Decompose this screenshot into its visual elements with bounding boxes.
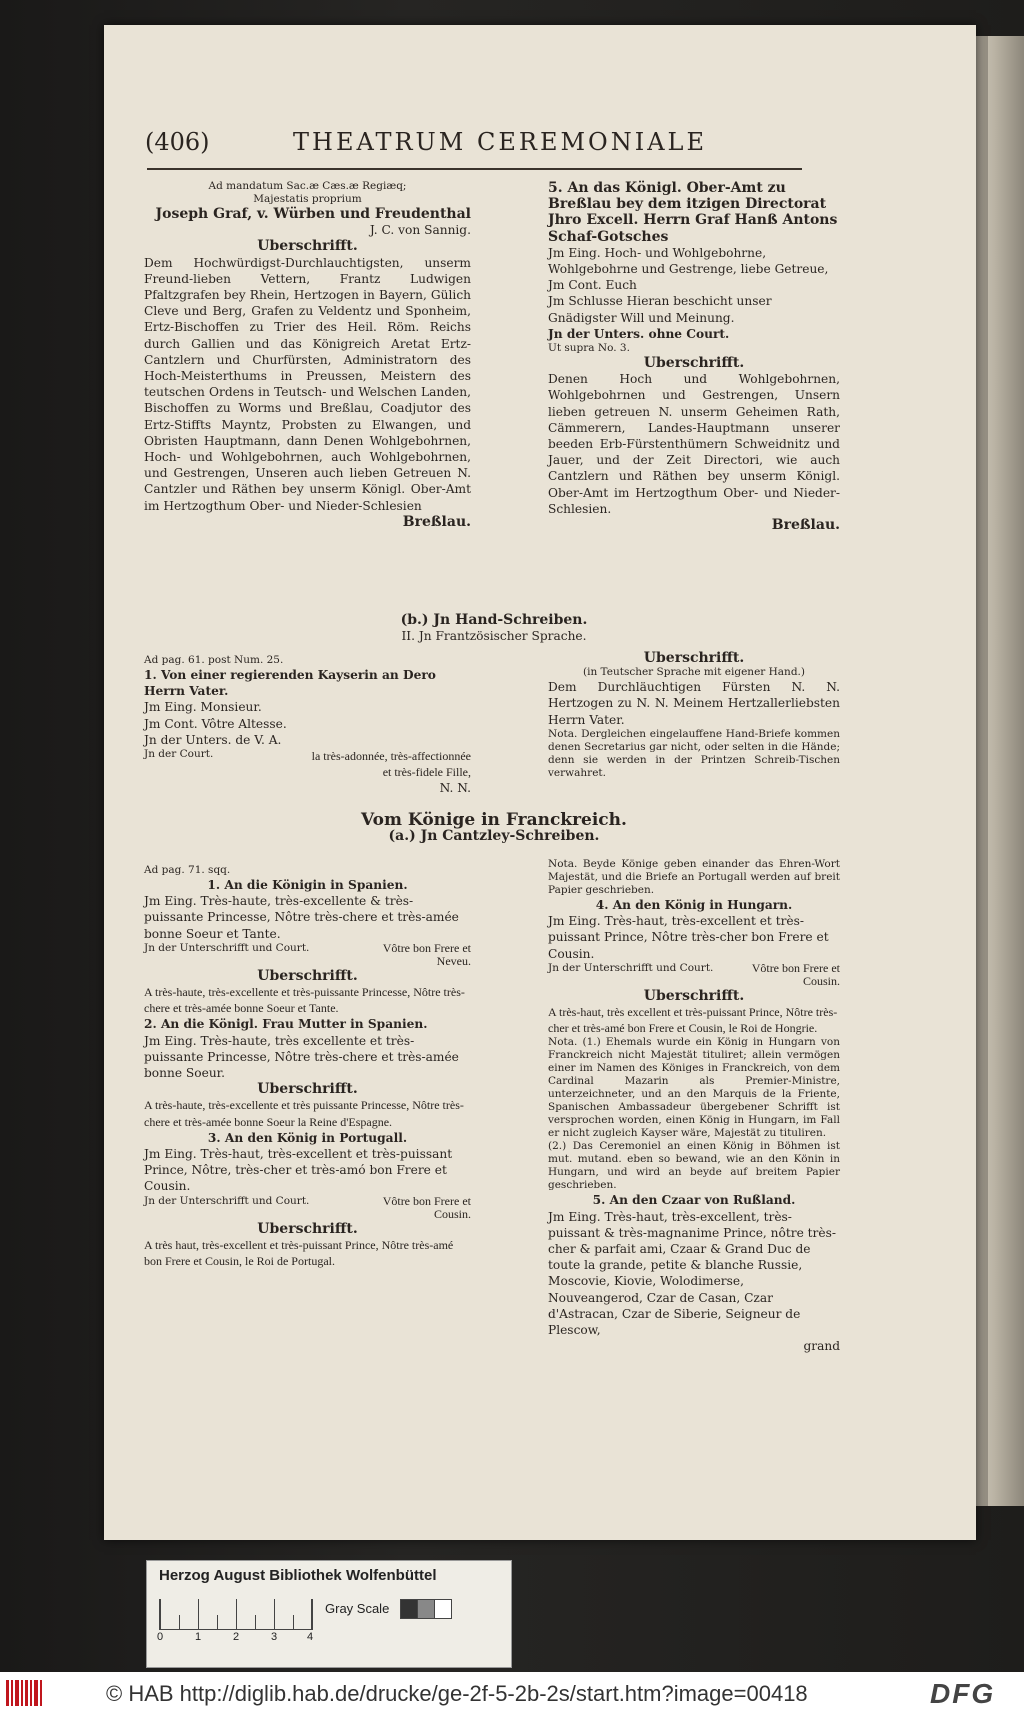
right-column-mid	[548, 650, 840, 780]
place-breslau: Breßlau.	[402, 513, 471, 530]
cont-line: Jm Cont. Euch	[548, 278, 637, 293]
gray-swatch-light	[434, 1599, 452, 1619]
unters-label-1: Jn der Unterschrifft und Court.	[144, 941, 310, 954]
heading-uberschrifft: Uberschrifft.	[257, 238, 358, 255]
page-header	[145, 128, 805, 168]
scale-number-4: 4	[307, 1631, 314, 1643]
nota-majestat: Nota. Beyde Könige geben einander das Ehren-Wort Majestät, und die Briefe an Portugall werden auf breit Papier geschrieben.	[548, 858, 840, 896]
item-2-mutter: 2. An die Königl. Frau Mutter in Spanien.	[144, 1017, 428, 1032]
right-column-top	[548, 180, 840, 533]
court-label: Jn der Court.	[144, 748, 214, 761]
left-column-top	[144, 180, 471, 530]
eing-line: Jm Eing. Hoch- und Wohlgebohrne, Wohlgebohrne und Gestrenge, liebe Getreue,	[548, 245, 829, 277]
ut-supra: Ut supra No. 3.	[548, 342, 630, 355]
unters-line: Jn der Unters. ohne Court.	[548, 326, 730, 341]
unters-va: Jn der Unters. de V. A.	[144, 732, 282, 747]
address-hongrie: A très-haut, très excellent et très-puissant Prince, Nôtre très-cher et très-amé bon Frere et Cousin, le Roi de Hongrie.	[548, 1005, 838, 1036]
right-column-low	[548, 858, 840, 1354]
schluss-line: Jm Schlusse Hieran beschicht unser Gnädigster Will und Meinung.	[548, 294, 772, 325]
gray-swatch-dark	[400, 1599, 418, 1619]
item-3-portugall: 3. An den König in Portugall.	[207, 1130, 408, 1145]
permalink[interactable]: © HAB http://diglib.hab.de/drucke/ge-2f-5-2b-2s/start.htm?image=00418	[106, 1681, 808, 1706]
unters-label-3: Jn der Unterschrifft und Court.	[144, 1194, 310, 1207]
eing-portugall: Jm Eing. Très-haut, très-excellent et très-puissant Prince, Nôtre, très-cher et très-amó bon Frere et Cousin.	[144, 1147, 453, 1194]
heading-uberschrifft-4: Uberschrifft.	[257, 967, 358, 984]
heading-uberschrifft-5: Uberschrifft.	[257, 1081, 358, 1098]
item-1-spanien: 1. An die Königin in Spanien.	[207, 878, 408, 892]
france-sub: (a.) Jn Cantzley-Schreiben.	[388, 828, 600, 845]
cont-altesse: Jm Cont. Vôtre Altesse.	[144, 716, 287, 731]
left-column-low	[144, 864, 471, 1269]
unters-label-4: Jn der Unterschrifft und Court.	[548, 961, 714, 974]
scale-number-2: 2	[233, 1631, 240, 1643]
france-title: Vom Könige in Franckreich.	[361, 810, 627, 830]
item-5-heading: 5. An das Königl. Ober-Amt zu Breßlau bey dem itzigen Directorat Jhro Excell. Herrn Graf Hanß Antons Schaf-Gotsches	[548, 180, 838, 245]
eing-mutter: Jm Eing. Très-haute, très excellente et très-puissante Princesse, Nôtre très-chere et très-amée bonne Soeur.	[144, 1033, 459, 1081]
section-hand-schreiben	[144, 612, 844, 644]
ad-pag-61: Ad pag. 61. post Num. 25.	[144, 654, 284, 666]
section-b-sub: II. Jn Frantzösischer Sprache.	[401, 629, 587, 644]
unters-text-3: Vôtre bon Frere et Cousin.	[382, 1193, 471, 1221]
eing-czaar: Jm Eing. Très-haut, très-excellent, très-puissant & très-magnanime Prince, nôtre très-cher & parfait ami, Czaar & Grand Duc de toute la grande, petite & blanche Russie, Moscovie, Kiovie, Wolodimerse, Nouveangerod, Czar de Casan, Czar d'Astracan, Czar de Siberie, Seigneur de Plescow,	[548, 1209, 836, 1338]
teutsch-note: (in Teutscher Sprache mit eigener Hand.)	[583, 666, 805, 679]
item-4-hungarn: 4. An den König in Hungarn.	[595, 898, 793, 912]
address-spanien: A très-haute, très-excellente et très-puissante Princesse, Nôtre très-chere et très-amée bonne Soeur et Tante.	[144, 985, 465, 1016]
address-vater: Dem Durchläuchtigen Fürsten N. N. Hertzogen zu N. N. Meinem Hertzallerliebsten Herrn Vater.	[548, 680, 840, 727]
heading-uberschrifft-2: Uberschrifft.	[643, 355, 745, 372]
scale-number-3: 3	[271, 1631, 278, 1643]
nota-hungarn: Nota. (1.) Ehemals wurde ein König in Hungarn von Franckreich nicht Majestät tituliret; allein vermögen einer im Namen des Königes in Franckreich, von dem Cardinal Mazarin als Premier-Ministre, unterzeichneter, und an den Marquis de la Friente, Spanischen Ambassadeur übergebener Schrifft ist versprochen worden, einen König in Hungarn, im Fall er nicht zugleich Kayser wäre, Majestät zu tituliren.	[548, 1036, 840, 1140]
item-5-czaar: 5. An den Czaar von Rußland.	[592, 1193, 796, 1208]
scale-ruler	[159, 1599, 313, 1630]
signatory: Joseph Graf, v. Würben und Freudenthal	[155, 206, 471, 222]
page-number: (406)	[145, 128, 210, 156]
ad-pag-71: Ad pag. 71. sqq.	[144, 864, 231, 876]
gray-scale-label: Gray Scale	[325, 1601, 390, 1616]
mandate-line-2: Majestatis proprium	[253, 193, 362, 205]
header-rule	[147, 168, 802, 170]
scale-number-0: 0	[157, 1631, 164, 1643]
heading-uberschrifft-7: Uberschrifft.	[643, 987, 745, 1004]
unters-text-1: Vôtre bon Frere et Neveu.	[382, 940, 471, 968]
countersign: J. C. von Sannig.	[369, 223, 471, 238]
dfg-logo: DFG	[930, 1678, 996, 1709]
gray-swatch-mid	[417, 1599, 435, 1619]
eing-hungarn: Jm Eing. Très-haut, très-excellent et très-puissant Prince, Nôtre très-cher bon Frere et Cousin.	[548, 914, 829, 961]
eing-monsieur: Jm Eing. Monsieur.	[144, 700, 262, 715]
heading-uberschrifft-6: Uberschrifft.	[257, 1220, 358, 1237]
library-name: Herzog August Bibliothek Wolfenbüttel	[159, 1567, 437, 1584]
nota-bohmen: (2.) Das Ceremoniel an einen König in Böhmen ist mut. mutand. eben so bewand, wie an den Könin in Hungarn, und wird an beyde auf breitem Papier geschrieben.	[548, 1140, 840, 1192]
binding-shadow	[976, 36, 988, 1506]
item-1-kayserin: 1. Von einer regierenden Kayserin an Dero Herrn Vater.	[144, 668, 436, 699]
section-france	[144, 812, 844, 844]
place-breslau-2: Breßlau.	[771, 517, 840, 534]
running-head: THEATRUM CEREMONIALE	[293, 128, 707, 156]
address-paragraph: Dem Hochwürdigst-Durchlauchtigsten, unserm Freund-lieben Vettern, Frantz Ludwigen Pfaltzgrafen bey Rhein, Hertzogen in Bayern, Gülich Cleve und Berg, Grafen zu Veldentz und Sponheim, Ertz-Bischoffen zu Trier des Heil. Röm. Reichs durch Gallien und das Königreich Aretat Ertz-Cantzlern und Churfürsten, Administratorn des Hoch-Meisterthums in Preussen, Meistern des teutschen Ordens in Teutsch- und Welschen Landen, Bischoffen zu Worms und Breßlau, Coadjutor des Ertz-Stiffts Mayntz, Probsten zu Elwangen, und Obristen Hauptmann, dann Denen Wohlgebohrnen, Hoch- und Wohlgebohrnen, auch Wohlgebohrnen, und Gestrengen, Unseren auch lieben Getreuen N. Cantzler und Räthen bey unserm Königl. Ober-Amt im Hertzogthum Ober- und Nieder-Schlesien	[144, 255, 471, 513]
eing-spanien: Jm Eing. Très-haute, très-excellente & très-puissante Princesse, Nôtre très-chere et très-amée bonne Soeur et Tante.	[144, 894, 459, 941]
mandate-line: Ad mandatum Sac.æ Cæs.æ Regiæq;	[208, 180, 407, 192]
court-text: la très-adonnée, très-affectionnée et très-fidele Fille,	[311, 749, 471, 780]
library-color-plate	[146, 1560, 512, 1668]
nota-hand-briefe: Nota. Dergleichen eingelauffene Hand-Briefe kommen denen Secretarius gar nicht, oder selten in die Hände; denn sie werden in der Printzen Schreib-Tischen verwahret.	[548, 727, 840, 779]
address-portugal: A très haut, très-excellent et très-puissant Prince, Nôtre très-amé bon Frere et Cousin, le Roi de Portugal.	[144, 1237, 454, 1269]
scale-number-1: 1	[195, 1631, 202, 1643]
address-mutter: A très-haute, très-excellente et très puissante Princesse, Nôtre très-chere et très-amée bonne Soeur la Reine d'Espagne.	[144, 1098, 464, 1129]
signature-nn: N. N.	[439, 781, 471, 796]
catchword: grand	[803, 1339, 840, 1354]
unters-text-4: Vôtre bon Frere et Cousin.	[751, 960, 840, 988]
heading-uberschrifft-3: Uberschrifft.	[643, 650, 745, 666]
footer-bar	[0, 1672, 1024, 1715]
hab-barcode-icon	[6, 1680, 42, 1706]
address-paragraph-2: Denen Hoch und Wohlgebohrnen, Wohlgebohrnen und Gestrengen, Unsern lieben getreuen N. unserm Geheimen Rath, Cämmerern, Landes-Hauptmann unserer beeden Erb-Fürstenthümern Schweidnitz und Jauer, und der Zeit Directori, wie auch Cantzlern und Räthen bey unserm Königl. Ober-Amt im Hertzogthum Ober- und Nieder-Schlesien.	[548, 372, 840, 516]
section-b-title: (b.) Jn Hand-Schreiben.	[400, 612, 588, 628]
left-column-mid	[144, 654, 471, 797]
